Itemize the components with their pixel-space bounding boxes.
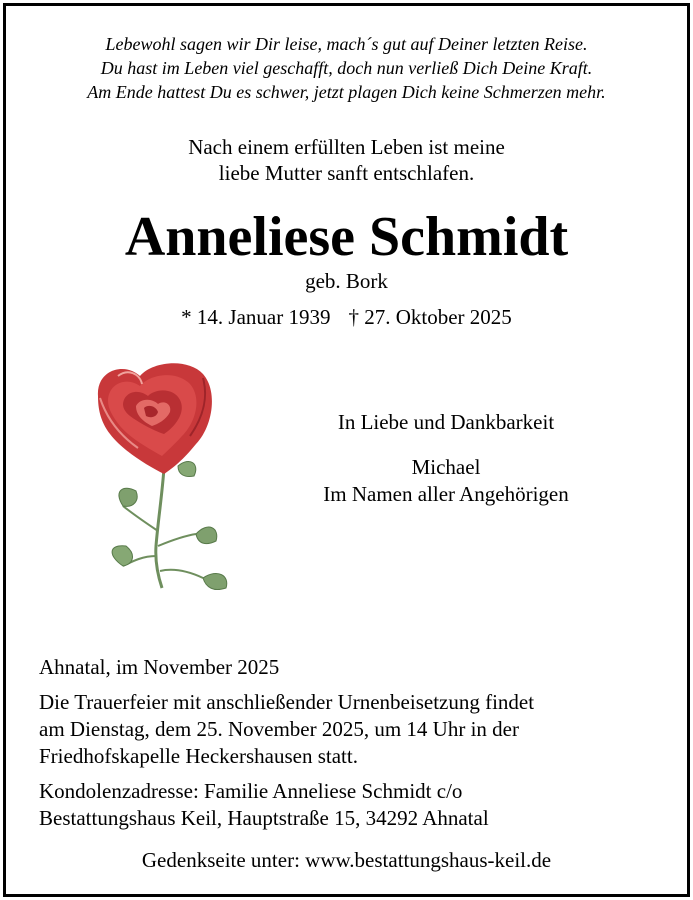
sender-name: Michael <box>411 455 481 479</box>
poem-line: Am Ende hattest Du es schwer, jetzt plagen Dich keine Schmerzen mehr. <box>87 82 606 102</box>
ceremony-line: Friedhofskapelle Heckershausen statt. <box>39 744 358 768</box>
death-date: † 27. Oktober 2025 <box>348 305 512 329</box>
poem-line: Lebewohl sagen wir Dir leise, mach´s gut auf Deiner letzten Reise. <box>105 34 588 54</box>
details-block <box>39 654 659 832</box>
ceremony-line: am Dienstag, dem 25. November 2025, um 14 Uhr in der <box>39 717 519 741</box>
intro-line: Nach einem erfüllten Leben ist meine <box>188 135 505 159</box>
intro-text <box>6 134 687 186</box>
place-date: Ahnatal, im November 2025 <box>39 655 280 679</box>
ceremony-info <box>39 689 659 770</box>
intro-line: liebe Mutter sanft entschlafen. <box>218 161 475 185</box>
condolence-address <box>39 778 659 832</box>
poem <box>6 32 687 104</box>
poem-line: Du hast im Leben viel geschafft, doch nun verließ Dich Deine Kraft. <box>100 58 593 78</box>
obituary-frame <box>3 3 690 897</box>
ceremony-line: Die Trauerfeier mit anschließender Urnenbeisetzung findet <box>39 690 535 714</box>
life-dates <box>6 304 687 330</box>
thanks-line: In Liebe und Dankbarkeit <box>337 410 555 434</box>
condolence-line: Kondolenzadresse: Familie Anneliese Schmidt c/o <box>39 779 463 803</box>
on-behalf-line: Im Namen aller Angehörigen <box>323 482 569 506</box>
memorial-website: Gedenkseite unter: www.bestattungshaus-keil.de <box>141 848 552 872</box>
deceased-name: Anneliese Schmidt <box>124 206 569 268</box>
rose-icon <box>78 356 248 596</box>
thanks-block <box>266 409 626 508</box>
birth-date: * 14. Januar 1939 <box>181 305 331 329</box>
condolence-line: Bestattungshaus Keil, Hauptstraße 15, 34292 Ahnatal <box>39 806 489 830</box>
birth-name: geb. Bork <box>305 269 388 293</box>
